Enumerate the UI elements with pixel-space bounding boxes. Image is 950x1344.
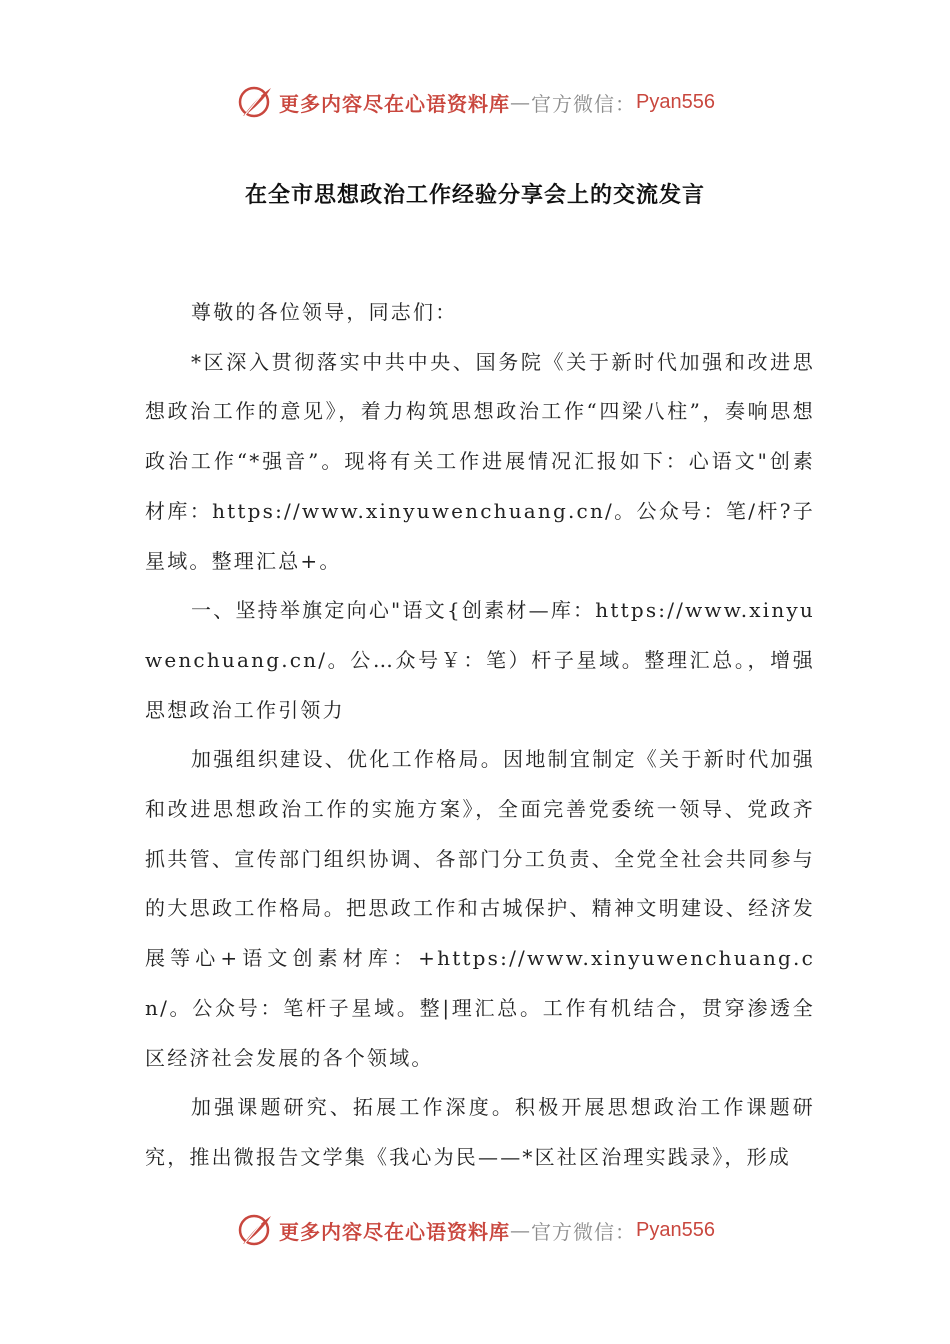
header-banner [0,78,950,126]
banner-wechat-id: Pyan556 [636,90,715,113]
paragraph: 加强课题研究、拓展工作深度。积极开展思想政治工作课题研究，推出微报告文学集《我心为民——*区社区治理实践录》，形成 [145,1095,815,1169]
banner-grey-text: 官方微信： [531,1219,637,1244]
document-title: 在全市思想政治工作经验分享会上的交流发言 [244,182,705,208]
banner-dash: — [510,90,532,114]
paragraph-salutation: 尊敬的各位领导，同志们： [191,300,458,324]
quill-logo-icon [235,1210,275,1250]
banner-dash: — [510,1218,532,1242]
banner-red-text: 更多内容尽在心语资料库 [279,1219,511,1244]
banner-grey-text: 官方微信： [531,91,637,116]
banner-red-text: 更多内容尽在心语资料库 [279,91,511,116]
paragraph: 加强组织建设、优化工作格局。因地制宜制定《关于新时代加强和改进思想政治工作的实施方案》，全面完善党委统一领导、党政齐抓共管、宣传部门组织协调、各部门分工负责、全党全社会共同参与的大思政工作格局。把思政工作和古城保护、精神文明建设、经济发展等心+语文创素材库：+https://www.xinyuwenchuang.cn/。公众号：笔杆子星域。整|理汇总。工作有机结合，贯穿渗透全区经济社会发展的各个领域。 [145,747,815,1070]
footer-banner [0,1206,950,1254]
quill-logo-icon [235,82,275,122]
banner-wechat-id: Pyan556 [636,1218,715,1241]
paragraph-section-heading: 一、坚持举旗定向心"语文{创素材—库：https://www.xinyuwenchuang.cn/。公…众号￥：笔）杆子星域。整理汇总。，增强思想政治工作引领力 [145,598,815,722]
document-body [145,288,815,1183]
paragraph: *区深入贯彻落实中共中央、国务院《关于新时代加强和改进思想政治工作的意见》，着力构筑思想政治工作“四梁八柱”，奏响思想政治工作“*强音”。现将有关工作进展情况汇报如下：心语文"创素材库：https://www.xinyuwenchuang.cn/。公众号：笔/杆?子星域。整理汇总+。 [145,349,815,573]
